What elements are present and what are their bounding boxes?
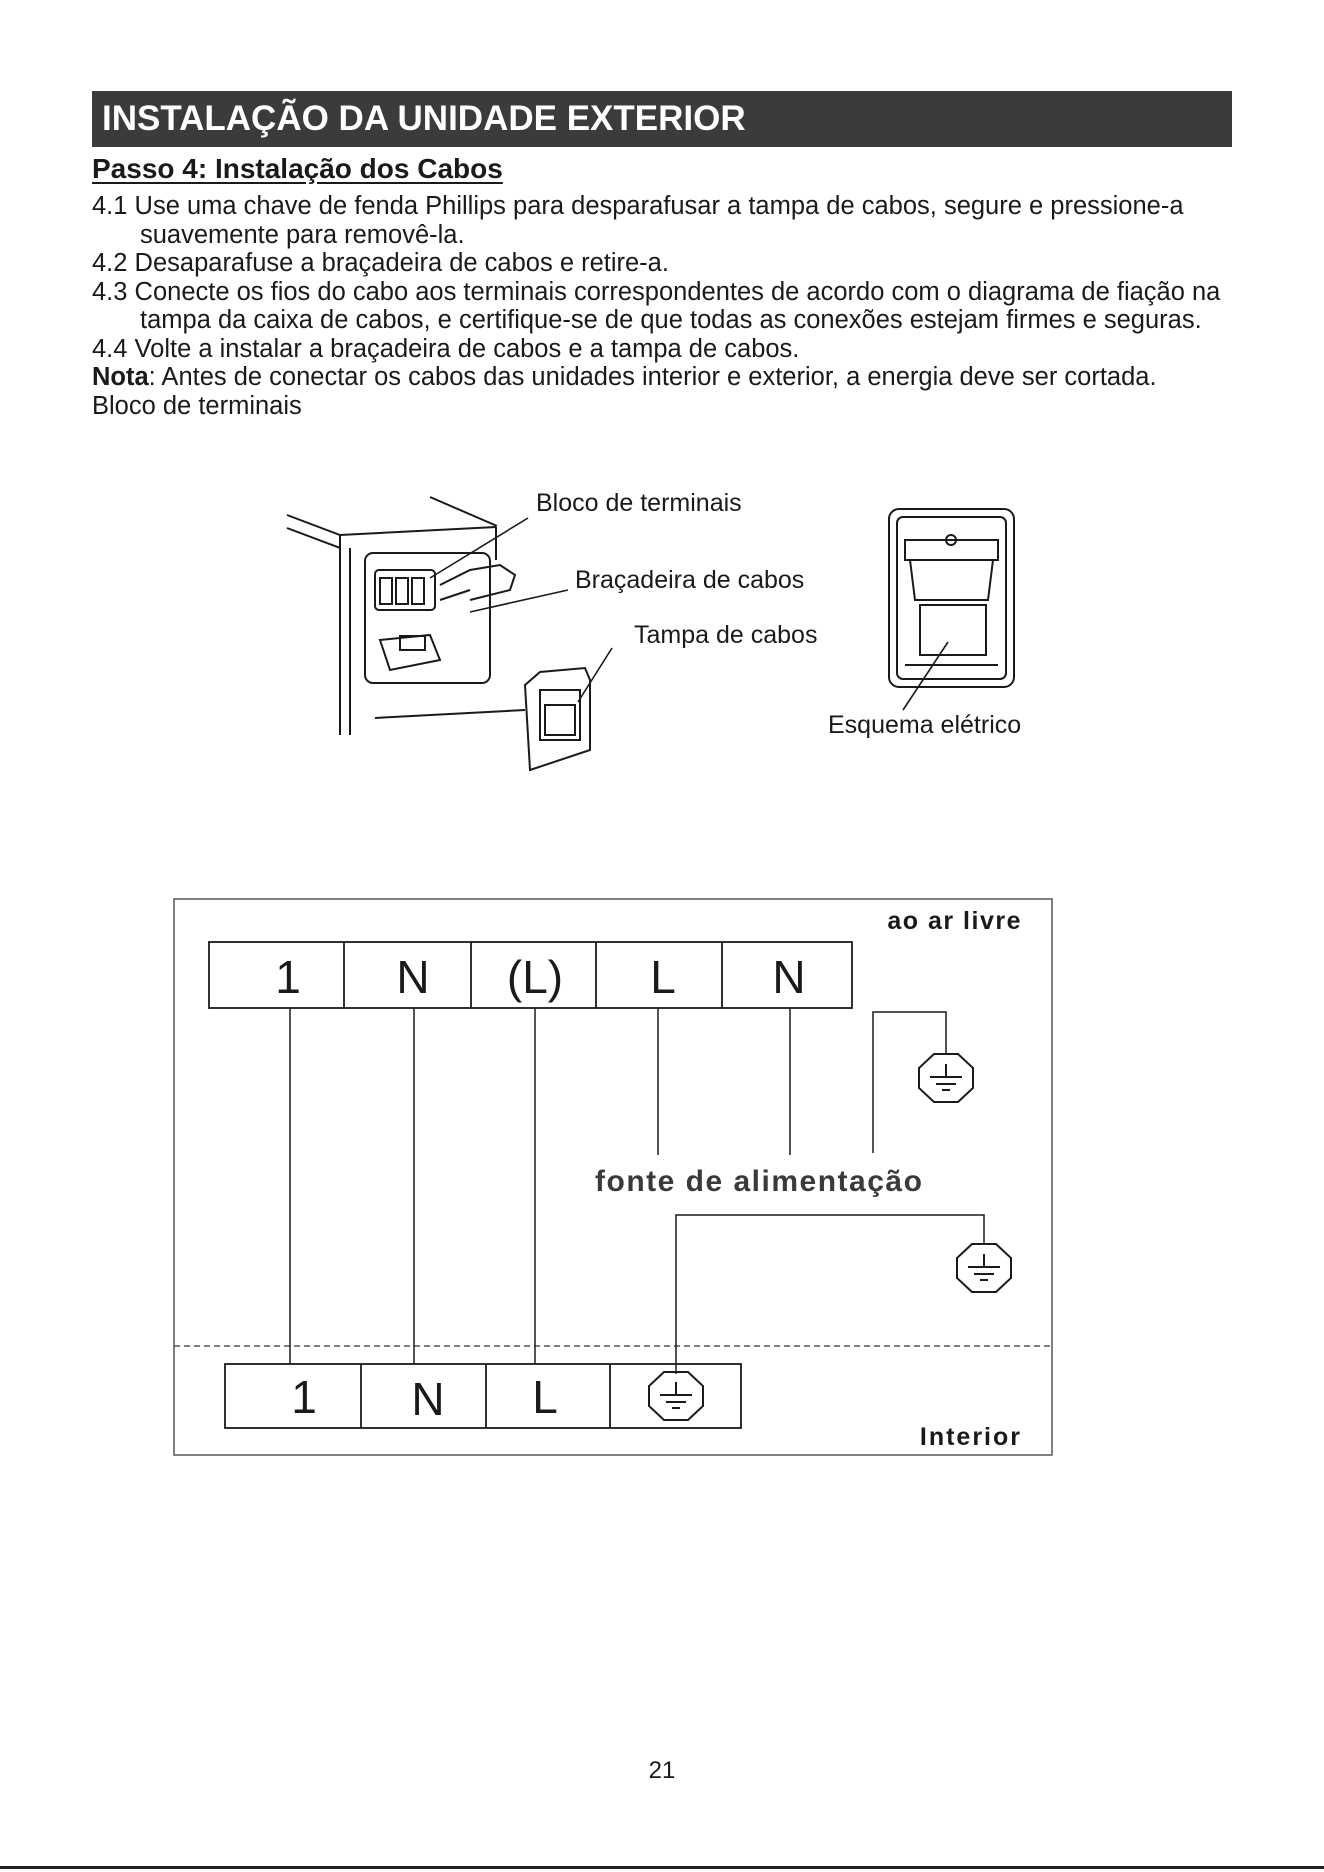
instruction-text: Conecte os fios do cabo aos terminais correspondentes de acordo com o diagrama de fiação na tampa da caixa de cabos, e certifique-se de que todas as conexões estejam firmes e seguras. — [134, 277, 1221, 334]
outdoor-terminal-l-paren: (L) — [506, 951, 564, 1003]
instruction-number: 4.2 — [92, 249, 128, 277]
callout-cable-cover: Tampa de cabos — [634, 621, 818, 649]
power-supply-label: fonte de alimentação — [595, 1165, 924, 1198]
callout-wiring-diagram: Esquema elétrico — [828, 711, 1022, 739]
power-supply-ground-icon — [957, 1244, 1011, 1292]
indoor-terminal-n: N — [411, 1373, 445, 1425]
bottom-rule — [0, 1866, 1324, 1869]
outdoor-terminal-n2: N — [772, 951, 806, 1003]
section-label: Bloco de terminais — [92, 391, 302, 420]
outdoor-label: ao ar livre — [887, 907, 1022, 935]
instruction-text: Volte a instalar a braçadeira de cabos e a tampa de cabos. — [134, 334, 800, 363]
outdoor-ground-icon — [919, 1054, 973, 1102]
note-text: : Antes de conectar os cabos das unidades interior e exterior, a energia deve ser cortada. — [148, 363, 1157, 391]
page-number: 21 — [648, 1757, 676, 1784]
indoor-terminal-1: 1 — [291, 1371, 317, 1423]
callout-terminal-block: Bloco de terminais — [536, 489, 742, 517]
section-banner: INSTALAÇÃO DA UNIDADE EXTERIOR — [92, 91, 1232, 147]
indoor-label: Interior — [919, 1423, 1022, 1451]
outdoor-terminal-1: 1 — [275, 951, 301, 1003]
instruction-text: Desaparafuse a braçadeira de cabos e retire-a. — [134, 249, 669, 277]
outdoor-terminal-l: L — [650, 951, 676, 1003]
instruction-text: Use uma chave de fenda Phillips para desparafusar a tampa de cabos, segure e pressione-a suavemente para removê-la. — [134, 192, 1184, 249]
note-label: Nota — [92, 363, 149, 391]
instruction-number: 4.3 — [92, 277, 128, 306]
callout-cable-clamp: Braçadeira de cabos — [575, 566, 805, 594]
instruction-number: 4.1 — [92, 192, 128, 220]
instruction-number: 4.4 — [92, 334, 128, 363]
indoor-terminal-l: L — [532, 1371, 558, 1423]
outdoor-terminal-n: N — [396, 951, 430, 1003]
step-title: Passo 4: Instalação dos Cabos — [92, 153, 503, 184]
indoor-ground-icon — [649, 1372, 703, 1420]
